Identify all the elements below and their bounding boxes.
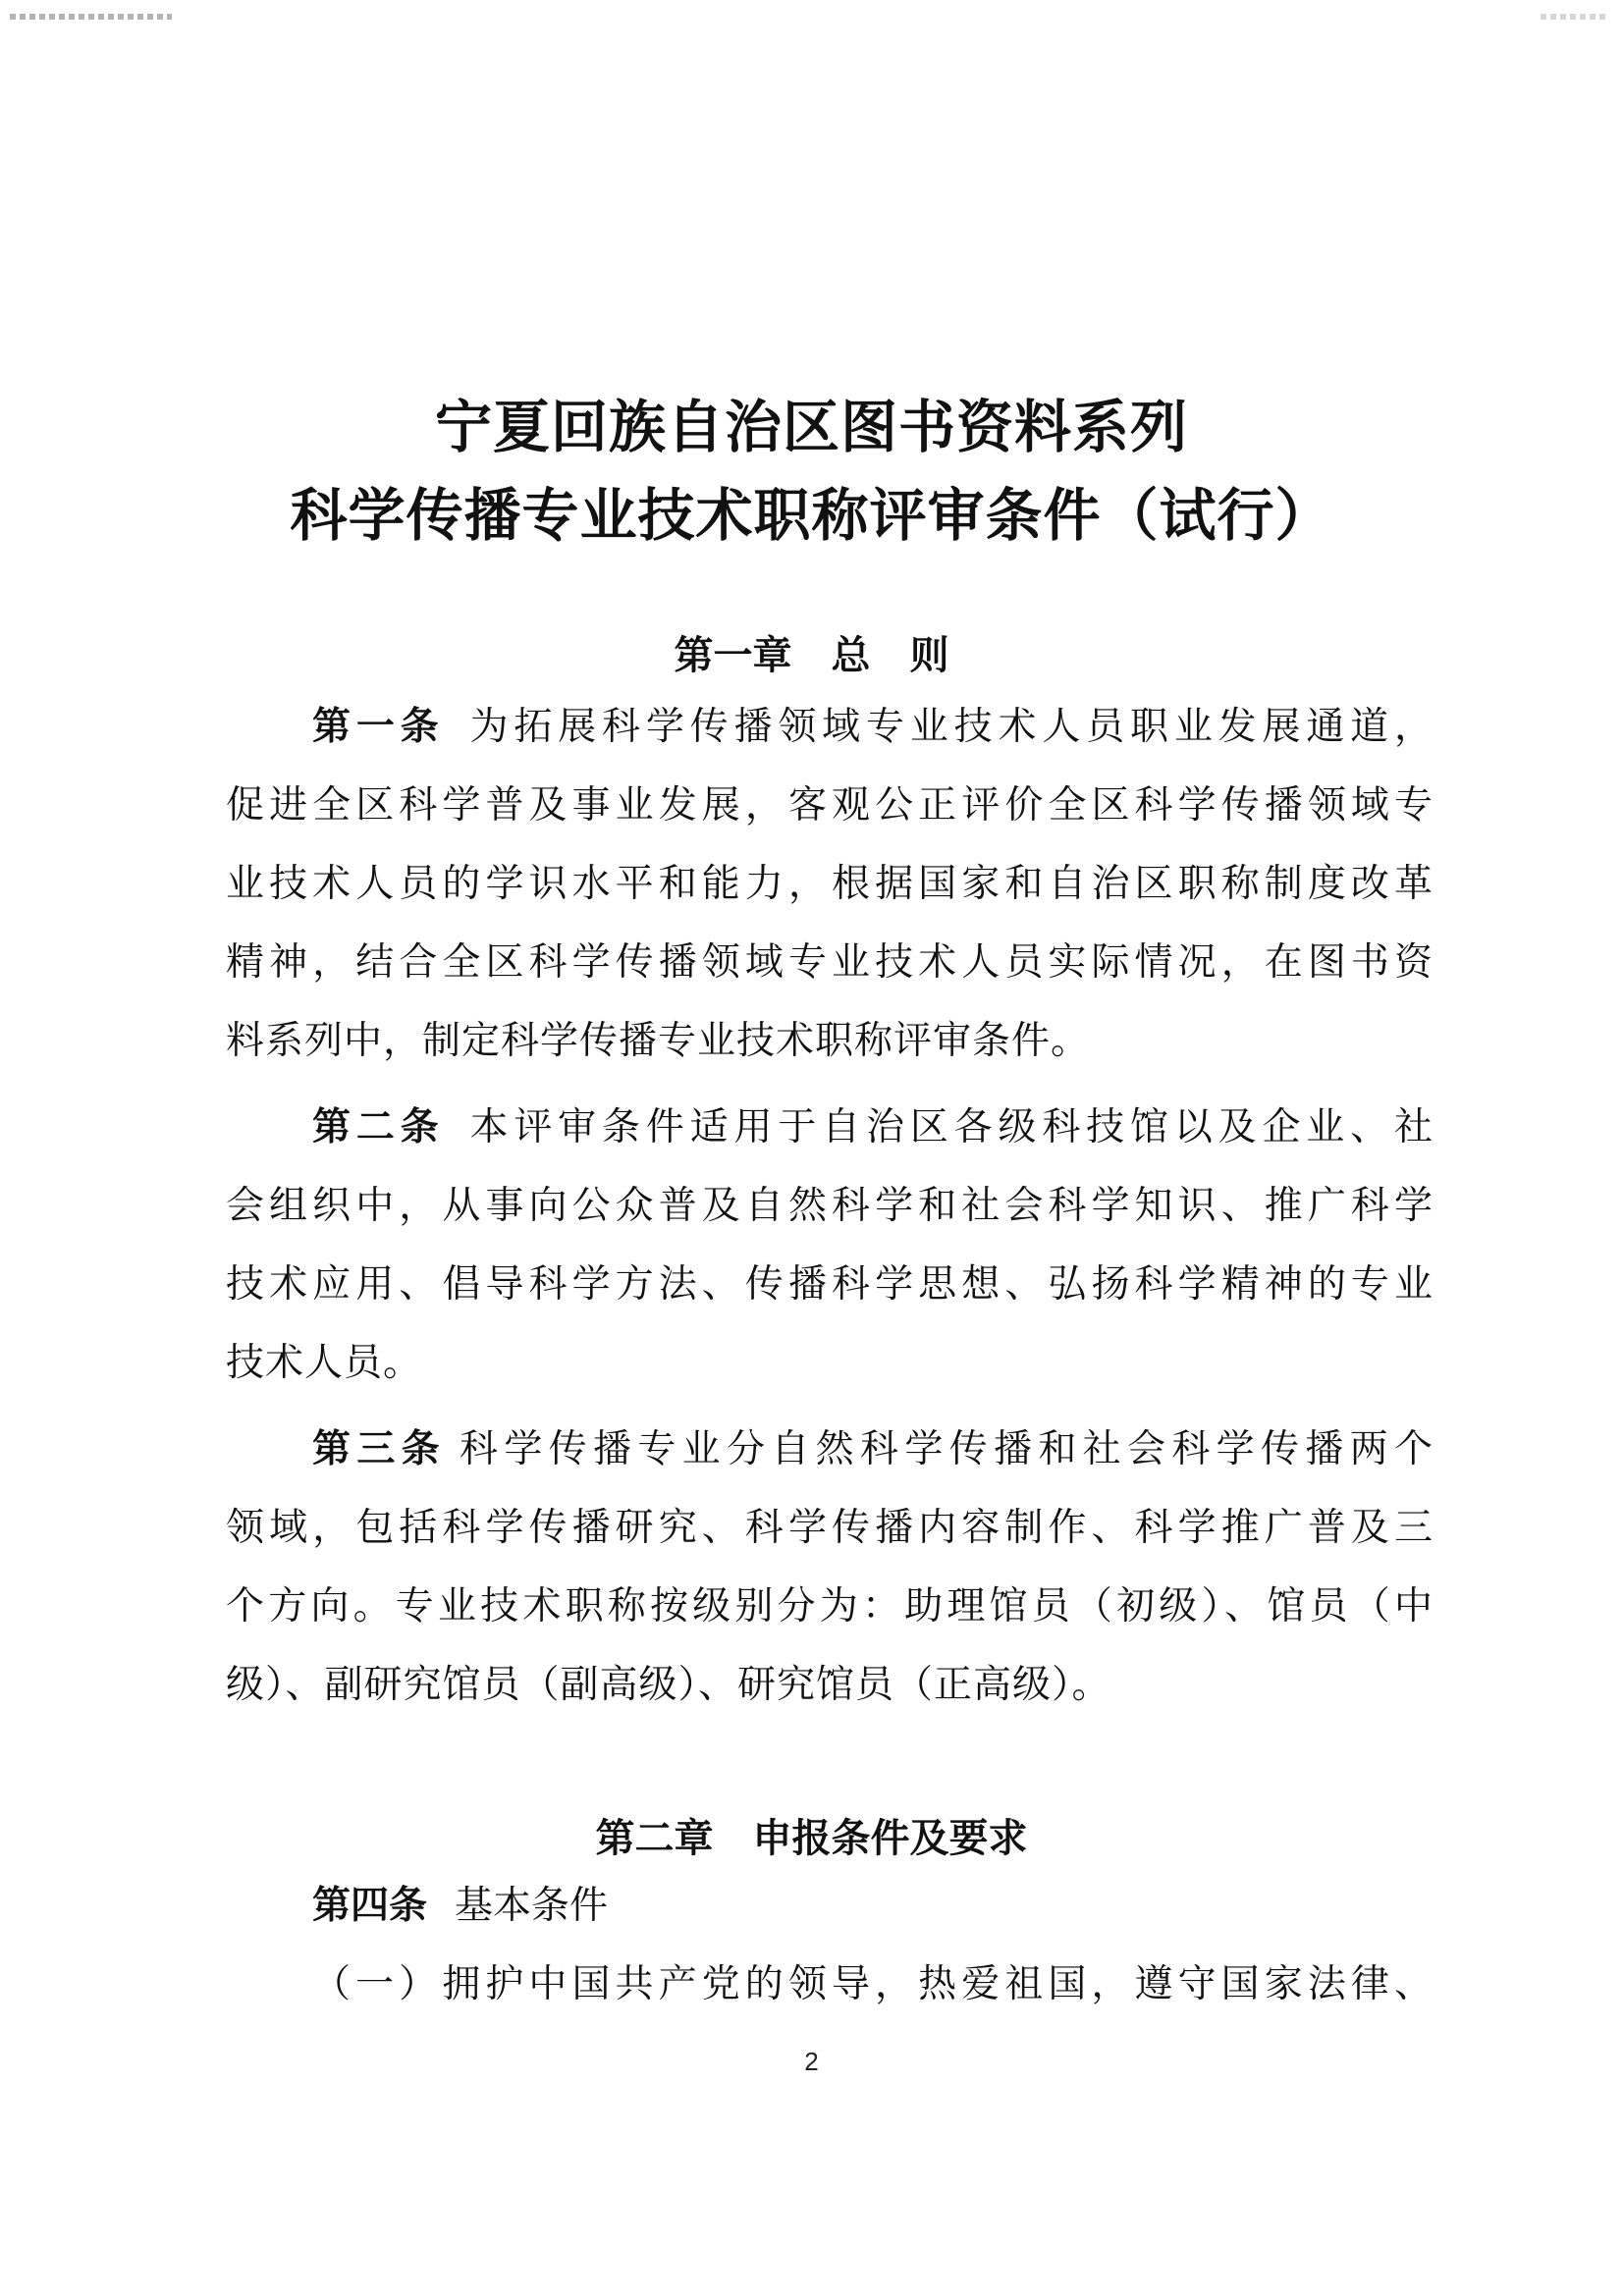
article-4-line: （一）拥护中国共产党的领导，热爱祖国，遵守国家法律、 bbox=[312, 1962, 1434, 2006]
article-4-title: 基本条件 bbox=[455, 1884, 609, 1928]
article-1-line: 业技术人员的学识水平和能力，根据国家和自治区职称制度改革 bbox=[226, 862, 1434, 906]
article-1-line: 第一条 为拓展科学传播领域专业技术人员职业发展通道， bbox=[312, 705, 1434, 749]
scan-artifact bbox=[1541, 14, 1609, 20]
article-3-line: 领域，包括科学传播研究、科学传播内容制作、科学推广普及三 bbox=[226, 1506, 1434, 1550]
scan-artifact bbox=[10, 14, 172, 20]
article-4-heading bbox=[312, 1882, 608, 1931]
article-1-line: 料系列中，制定科学传播专业技术职称评审条件。 bbox=[226, 1019, 1091, 1063]
article-4-label: 第四条 bbox=[312, 1884, 428, 1928]
article-3-label: 第三条 bbox=[312, 1427, 446, 1471]
article-1-line: 促进全区科学普及事业发展，客观公正评价全区科学传播领域专 bbox=[226, 783, 1434, 828]
article-1-line: 精神，结合全区科学传播领域专业技术人员实际情况，在图书资 bbox=[226, 940, 1434, 985]
article-2-label: 第二条 bbox=[312, 1105, 445, 1149]
chapter-heading-1: 第一章 总 则 bbox=[674, 633, 949, 678]
article-1-label: 第一条 bbox=[312, 705, 445, 749]
document-title-line-1: 宁夏回族自治区图书资料系列 bbox=[434, 394, 1188, 460]
document-title-line-2: 科学传播专业技术职称评审条件（试行） bbox=[290, 482, 1333, 549]
article-3-line: 第三条 科学传播专业分自然科学传播和社会科学传播两个 bbox=[312, 1427, 1434, 1471]
article-2-line: 技术应用、倡导科学方法、传播科学思想、弘扬科学精神的专业 bbox=[226, 1262, 1434, 1307]
article-3-line: 级）、副研究馆员（副高级）、研究馆员（正高级）。 bbox=[226, 1663, 1111, 1707]
page-number: 2 bbox=[804, 2047, 819, 2076]
chapter-heading-2: 第二章 申报条件及要求 bbox=[595, 1816, 1028, 1861]
article-2-line: 第二条 本评审条件适用于自治区各级科技馆以及企业、社 bbox=[312, 1105, 1434, 1149]
article-2-line: 会组织中，从事向公众普及自然科学和社会科学知识、推广科学 bbox=[226, 1184, 1434, 1228]
article-3-line: 个方向。专业技术职称按级别分为：助理馆员（初级）、馆员（中 bbox=[226, 1584, 1434, 1629]
article-2-line: 技术人员。 bbox=[226, 1341, 423, 1385]
